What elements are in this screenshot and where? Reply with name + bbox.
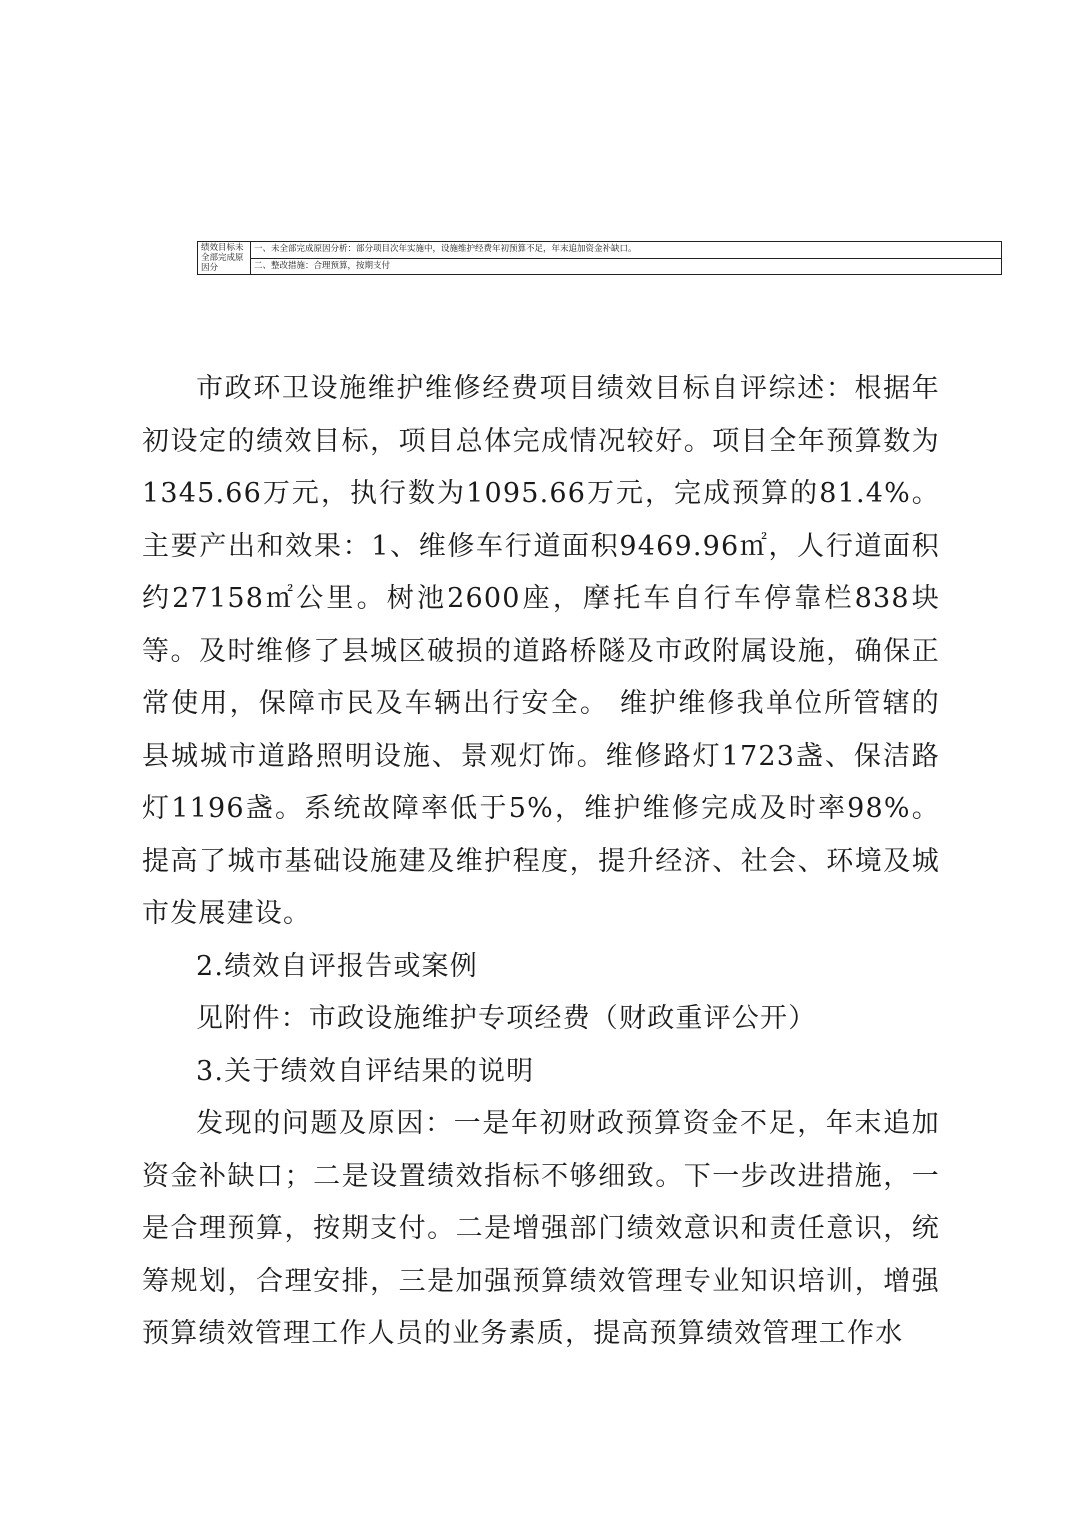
- table-cell-measures: 二、整改措施：合理预算，按期支付: [251, 258, 1002, 275]
- table-cell-reason: 一、未全部完成原因分析：部分项目次年实施中，设施维护经费年初预算不足，年末追加资金补缺口。: [251, 242, 1002, 259]
- section-heading-3: 3.关于绩效自评结果的说明: [196, 1055, 535, 1087]
- section-heading-2: 2.绩效自评报告或案例: [196, 950, 478, 982]
- body-text: [142, 363, 940, 1361]
- problems-paragraph: 发现的问题及原因：一是年初财政预算资金不足，年末追加资金补缺口；二是设置绩效指标不够细致。下一步改进措施，一是合理预算，按期支付。二是增强部门绩效意识和责任意识，统筹规划，合理安排，三是加强预算绩效管理专业知识培训，增强预算绩效管理工作人员的业务素质，提高预算绩效管理工作水: [142, 1108, 940, 1349]
- attachment-paragraph: 见附件：市政设施维护专项经费（财政重评公开）: [196, 1003, 817, 1034]
- summary-paragraph: 市政环卫设施维护维修经费项目绩效目标自评综述：根据年初设定的绩效目标，项目总体完成情况较好。项目全年预算数为1345.66万元，执行数为1095.66万元，完成预算的81.4%。主要产出和效果：1、维修车行道面积9469.96㎡，人行道面积约27158㎡公里。树池2600座，摩托车自行车停靠栏838块等。及时维修了县城区破损的道路桥隧及市政附属设施，确保正常使用，保障市民及车辆出行安全。 维护维修我单位所管辖的县城城市道路照明设施、景观灯饰。维修路灯1723盏、保洁路灯1196盏。系统故障率低于5%，维护维修完成及时率98%。提高了城市基础设施建及维护程度，提升经济、社会、环境及城市发展建设。: [142, 373, 940, 929]
- performance-table: [197, 241, 1002, 275]
- table-label-cell: 绩效目标未全部完成原因分: [198, 242, 251, 275]
- table-row: [198, 242, 1002, 259]
- table-row: [198, 258, 1002, 275]
